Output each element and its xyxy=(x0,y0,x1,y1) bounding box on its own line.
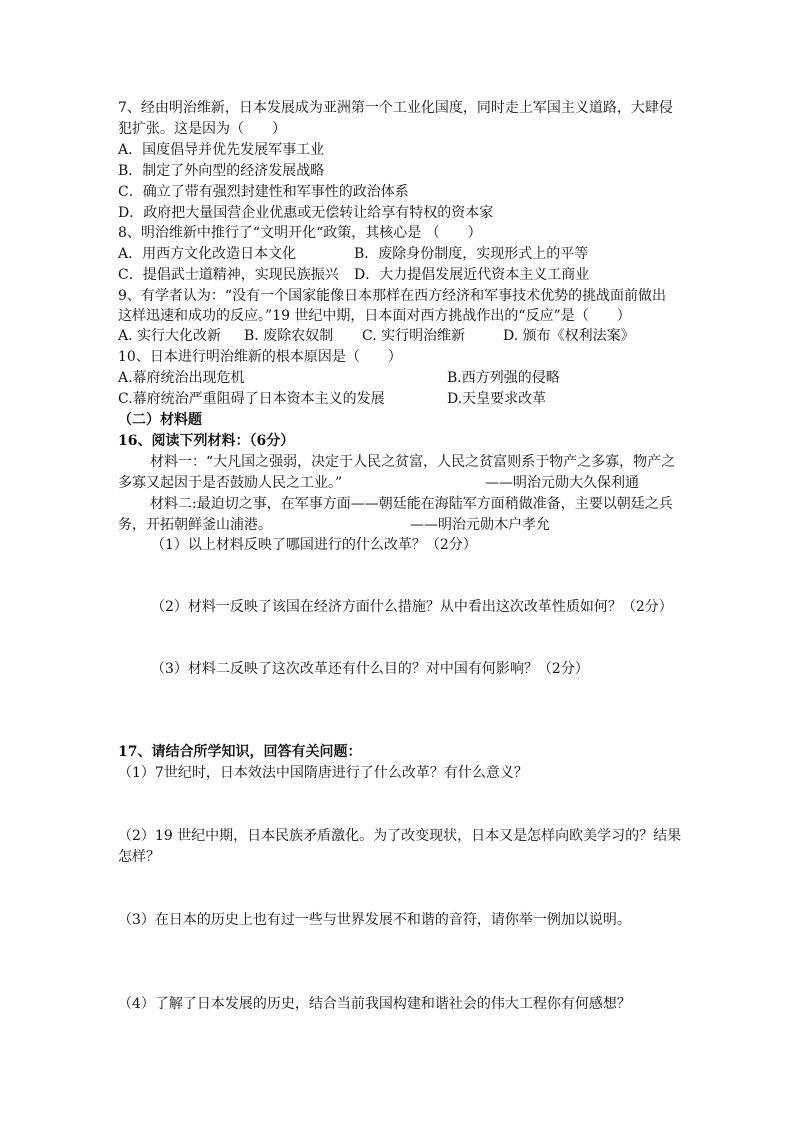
q7-stem-line2: 犯扩张。这是因为（ ） xyxy=(118,121,286,137)
q17-sub2-line1: （2）19 世纪中期，日本民族矛盾激化。为了改变现状，日本又是怎样向欧美学习的？结果 xyxy=(118,828,682,844)
q10-option-c: C.幕府统治严重阻碍了日本资本主义的发展 xyxy=(118,391,385,407)
q10-option-b: B.西方列强的侵略 xyxy=(447,370,560,386)
q16-material1-source: ——明治元勋大久保利通 xyxy=(485,475,639,491)
q9-stem-line2: 这样迅速和成功的反应。”19 世纪中期，日本面对西方挑战作出的“反应”是（ ） xyxy=(118,308,631,324)
q7-stem-line1: 7、经由明治维新，日本发展成为亚洲第一个工业化国度，同时走上军国主义道路，大肆侵 xyxy=(118,100,673,116)
q7-option-a: A．国度倡导并优先发展军事工业 xyxy=(118,142,325,158)
q17-sub1: （1）7世纪时，日本效法中国隋唐进行了什么改革？有什么意义？ xyxy=(118,765,528,781)
q16-title: 16、阅读下列材料：（6分） xyxy=(118,433,295,449)
q16-sub1: （1）以上材料反映了哪国进行的什么改革？（2分） xyxy=(151,537,477,553)
q16-material1-line1: 材料一：“大凡国之强弱，决定于人民之贫富，人民之贫富则系于物产之多寡，物产之 xyxy=(150,454,676,470)
q8-option-b: B．废除身份制度，实现形式上的平等 xyxy=(354,246,589,262)
q8-option-c: C．提倡武士道精神，实现民族振兴 xyxy=(118,267,339,283)
q7-option-b: B．制定了外向型的经济发展战略 xyxy=(118,163,325,179)
section-heading: （二）材料题 xyxy=(118,412,202,428)
q8-stem: 8、明治维新中推行了“文明开化“政策，其核心是 （ ） xyxy=(118,225,482,241)
q7-option-d: D．政府把大量国营企业优惠或无偿转让给享有特权的资本家 xyxy=(118,205,494,221)
q16-sub3: （3）材料二反映了这次改革还有什么目的？对中国有何影响？（2分） xyxy=(151,661,589,677)
q16-material2-line2: 务，开拓朝鲜釜山浦港。 xyxy=(118,517,272,533)
q8-option-d: D．大力提倡发展近代资本主义工商业 xyxy=(354,267,590,283)
q16-material1-line2: 多寡又起因于是否鼓励人民之工业。” xyxy=(118,475,343,491)
q16-material2-line1: 材料二:最迫切之事，在军事方面——朝廷能在海陆军方面稍做准备，主要以朝廷之兵 xyxy=(150,496,673,512)
q9-option-d: D. 颁布《权利法案》 xyxy=(503,328,635,344)
q10-option-a: A.幕府统治出现危机 xyxy=(118,370,245,386)
q17-sub2-line2: 怎样？ xyxy=(118,849,160,865)
q17-sub4: （4）了解了日本发展的历史，结合当前我国构建和谐社会的伟大工程你有何感想？ xyxy=(118,996,631,1012)
q7-option-c: C．确立了带有强烈封建性和军事性的政治体系 xyxy=(118,184,409,200)
q16-sub2: （2）材料一反映了该国在经济方面什么措施？从中看出这次改革性质如何？（2分） xyxy=(151,599,673,615)
q9-option-c: C. 实行明治维新 xyxy=(362,328,466,344)
q10-stem: 10、日本进行明治维新的根本原因是（ ） xyxy=(118,349,402,365)
q9-option-b: B. 废除农奴制 xyxy=(244,328,334,344)
q10-option-d: D.天皇要求改革 xyxy=(447,391,547,407)
q9-option-a: A. 实行大化改新 xyxy=(118,328,222,344)
q16-material2-source: ——明治元勋木户孝允 xyxy=(410,517,550,533)
q8-option-a: A．用西方文化改造日本文化 xyxy=(118,246,297,262)
q17-title: 17、请结合所学知识，回答有关问题： xyxy=(118,744,362,760)
q17-sub3: （3）在日本的历史上也有过一些与世界发展不和谐的音符，请你举一例加以说明。 xyxy=(118,912,631,928)
q9-stem-line1: 9、有学者认为：“没有一个国家能像日本那样在西方经济和军事技术优势的挑战面前做出 xyxy=(118,288,667,304)
